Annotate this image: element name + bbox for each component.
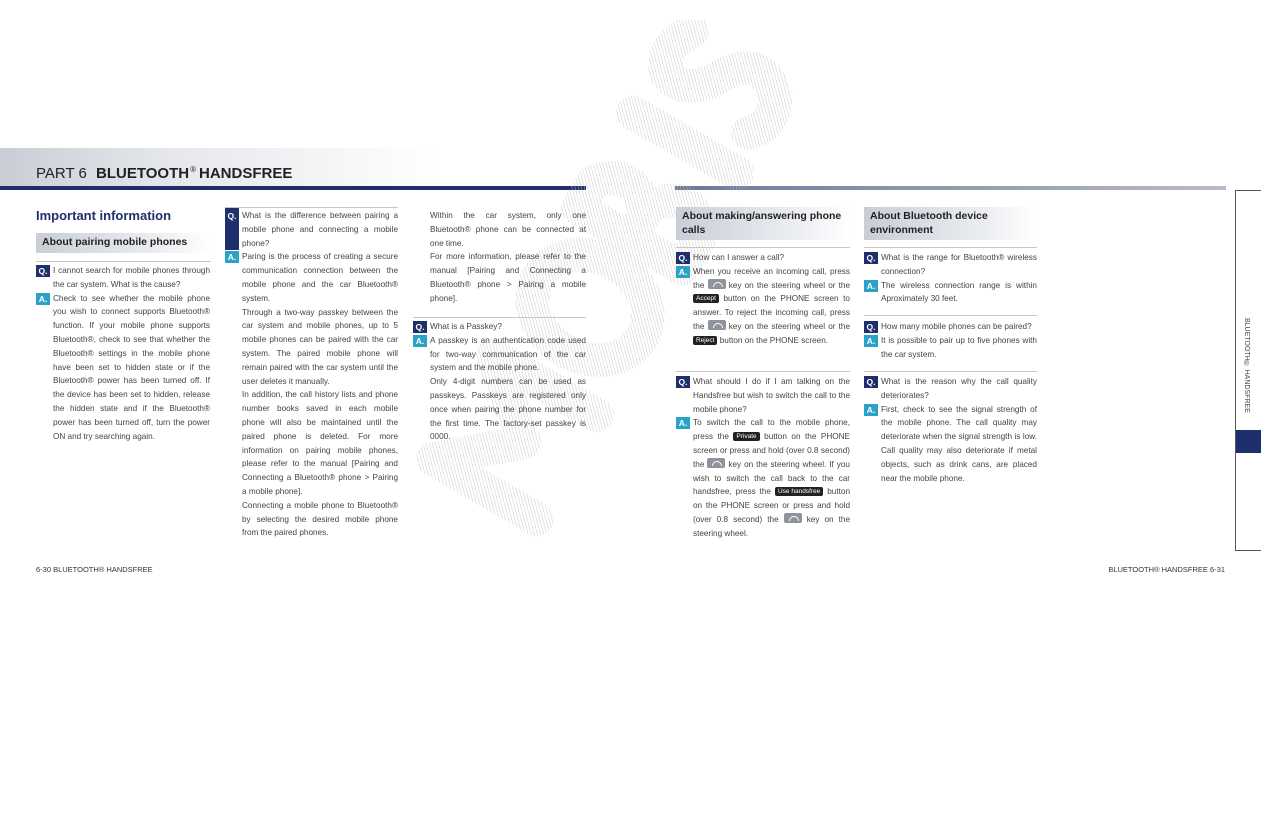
answer-text: A passkey is an authentication code used for two-way communication of the car system and the mobile phone.	[430, 335, 586, 373]
answer-text: Only 4-digit numbers can be used as passkeys. Passkeys are registered only once when pairing the phone number for the first time. The factory-set passkey is 0000.	[430, 377, 586, 442]
question-text: I cannot search for mobile phones through the car system. What is the cause?	[53, 266, 210, 289]
answer-fragment: button on the PHONE screen or press and hold (over 0.8 second) the	[693, 487, 850, 524]
answer-badge: A.	[36, 293, 50, 305]
answer-block	[413, 334, 586, 444]
qa-passkey	[413, 320, 586, 444]
answer-badge: A.	[676, 266, 690, 278]
question-text: What should I do if I am talking on the Handsfree but wish to switch the call to the mobile phone?	[693, 377, 850, 414]
answer-block	[225, 250, 398, 540]
environment-subheading: About Bluetooth device environment	[864, 207, 1038, 240]
question-block	[676, 251, 850, 265]
answer-text: Within the car system, only one Bluetooth® phone can be connected at one time.	[430, 211, 586, 248]
header-rule-left	[0, 186, 586, 190]
answer-badge: A.	[413, 335, 427, 347]
part-main-title-rest: HANDSFREE	[199, 165, 293, 182]
answer-block	[676, 416, 850, 540]
answer-text	[693, 416, 850, 540]
answer-badge: A.	[676, 417, 690, 429]
question-badge: Q.	[36, 265, 50, 277]
answer-fragment: button on the PHONE screen or press and hold (over 0.8 second) the	[693, 432, 850, 469]
qa-pairing-vs-connecting	[225, 209, 398, 540]
question-badge: Q.	[676, 376, 690, 388]
question-text: What is a Passkey?	[430, 322, 502, 331]
private-button-label: Private	[733, 432, 759, 441]
answer-fragment: key on the steering wheel or the	[728, 321, 851, 331]
answer-fragment: To switch the call to the mobile phone, press the	[693, 418, 850, 442]
answer-block	[864, 334, 1037, 362]
divider	[413, 317, 586, 318]
divider	[36, 261, 211, 262]
divider	[864, 247, 1037, 248]
reject-button-label: Reject	[693, 336, 717, 345]
answer-badge: A.	[864, 404, 878, 416]
answer-text: Check to see whether the mobile phone you wish to connect supports Bluetooth® function. If your mobile phone supports Bluetooth®, check to see that whether the Bluetooth® settings in the mobile phone have been set to hidden state or if the Bluetooth® power has been turned off. If the device has been set to hidden, release the hidden state and if the Bluetooth® power has been turned off, turn the power ON and try searching again.	[53, 293, 210, 441]
divider	[864, 371, 1037, 372]
answer-fragment: When you receive an incoming call, press the	[693, 266, 850, 290]
question-block	[36, 264, 210, 292]
answer-text: Through a two-way passkey between the car system and mobile phones, up to 5 mobile phones can be paired with the car system. The paired mobile phone will remain paired with the car system until the user deletes it manually.	[242, 307, 398, 386]
phone-key-icon	[707, 458, 725, 468]
divider	[676, 247, 850, 248]
answer-fragment: key on the steering wheel. If you wish to switch the call back to the car handsfree, press the	[693, 459, 850, 497]
answer-block	[864, 279, 1037, 307]
question-block	[413, 320, 586, 334]
part-main-title: BLUETOOTH	[96, 165, 190, 182]
divider	[864, 315, 1037, 316]
question-text: What is the range for Bluetooth® wireless connection?	[881, 253, 1037, 276]
right-page-footer: BLUETOOTH® HANDSFREE 6-31	[1108, 565, 1225, 574]
answer-text: In addition, the call history lists and phone number books saved in each mobile phone will also be maintained until the paired phone is deleted. For more information on pairing mobile phones, please refer to the manual [Pairing and Connecting a Bluetooth® phone > Pairing a mobile phone].	[242, 390, 398, 496]
question-block	[864, 320, 1037, 334]
qa-pair-count	[864, 320, 1037, 361]
divider	[225, 207, 398, 208]
registered-mark: ®	[190, 165, 196, 174]
header-rule-right	[675, 186, 1226, 190]
qa-pairing-continued	[430, 209, 586, 306]
answer-badge: A.	[225, 251, 239, 263]
qa-switch-call	[676, 375, 850, 541]
phone-key-icon	[784, 513, 802, 523]
qa-answer-call	[676, 251, 850, 348]
use-handsfree-button-label: Use handsfree	[775, 487, 823, 496]
question-block	[864, 375, 1037, 403]
hangup-key-icon	[708, 320, 726, 330]
question-badge: Q.	[864, 252, 878, 264]
side-tab-frame-top	[1235, 190, 1261, 191]
answer-fragment: key on the steering wheel or the	[728, 280, 851, 290]
pairing-subheading: About pairing mobile phones	[36, 233, 211, 253]
question-block	[676, 375, 850, 416]
question-text: How many mobile phones can be paired?	[881, 322, 1032, 331]
answer-block	[864, 403, 1037, 486]
calls-subheading: About making/answering phone calls	[676, 207, 850, 240]
answer-text: The wireless connection range is within Aproximately 30 feet.	[881, 280, 1037, 304]
question-badge: Q.	[864, 376, 878, 388]
question-badge: Q.	[676, 252, 690, 264]
answer-block	[676, 265, 850, 348]
part-title	[36, 165, 292, 182]
question-badge: Q.	[413, 321, 427, 333]
side-tab-frame	[1235, 190, 1236, 550]
answer-text	[693, 265, 850, 348]
question-badge: Q.	[864, 321, 878, 333]
answer-badge: A.	[864, 335, 878, 347]
question-badge: Q.	[225, 210, 239, 222]
side-tab-frame-bottom	[1235, 550, 1261, 551]
question-text: What is the difference between pairing a mobile phone and connecting a mobile phone?	[242, 211, 398, 248]
answer-badge: A.	[864, 280, 878, 292]
qa-call-quality	[864, 375, 1037, 485]
side-tab-label: BLUETOOTH® HANDSFREE	[1243, 318, 1250, 413]
answer-text: Paring is the process of creating a secure communication connection between the mobile phone and the car Bluetooth® system.	[242, 252, 398, 303]
part-label: PART 6	[36, 165, 87, 182]
divider	[676, 371, 850, 372]
qa-search-phones	[36, 264, 210, 443]
answer-block	[36, 292, 210, 444]
side-tab-marker	[1236, 430, 1261, 453]
answer-fragment: key on the steering wheel.	[693, 514, 850, 538]
answer-fragment: button on the PHONE screen to answer. To reject the incoming call, press the	[693, 294, 850, 331]
question-block	[864, 251, 1037, 279]
answer-text: First, check to see the signal strength of the mobile phone. The call quality may deteriorate when the signal strength is low. Call quality may also deteriorate if metal objects, such as drink cans, are placed near the mobile phone.	[881, 404, 1037, 483]
left-page-footer: 6-30 BLUETOOTH® HANDSFREE	[36, 565, 153, 574]
answer-text: Connecting a mobile phone to Bluetooth® by selecting the desired mobile phone from the paired phones.	[242, 500, 398, 538]
phone-key-icon	[708, 279, 726, 289]
qa-range	[864, 251, 1037, 306]
question-text: What is the reason why the call quality deteriorates?	[881, 377, 1037, 400]
question-text: How can I answer a call?	[693, 253, 785, 262]
question-block	[225, 209, 398, 250]
answer-text: It is possible to pair up to five phones with the car system.	[881, 335, 1037, 359]
accept-button-label: Accept	[693, 294, 719, 303]
answer-text: For more information, please refer to the manual [Pairing and Connecting a Bluetooth® phone > Pairing a mobile phone].	[430, 252, 586, 303]
answer-fragment: button on the PHONE screen.	[719, 335, 829, 345]
important-info-heading: Important information	[36, 208, 172, 223]
